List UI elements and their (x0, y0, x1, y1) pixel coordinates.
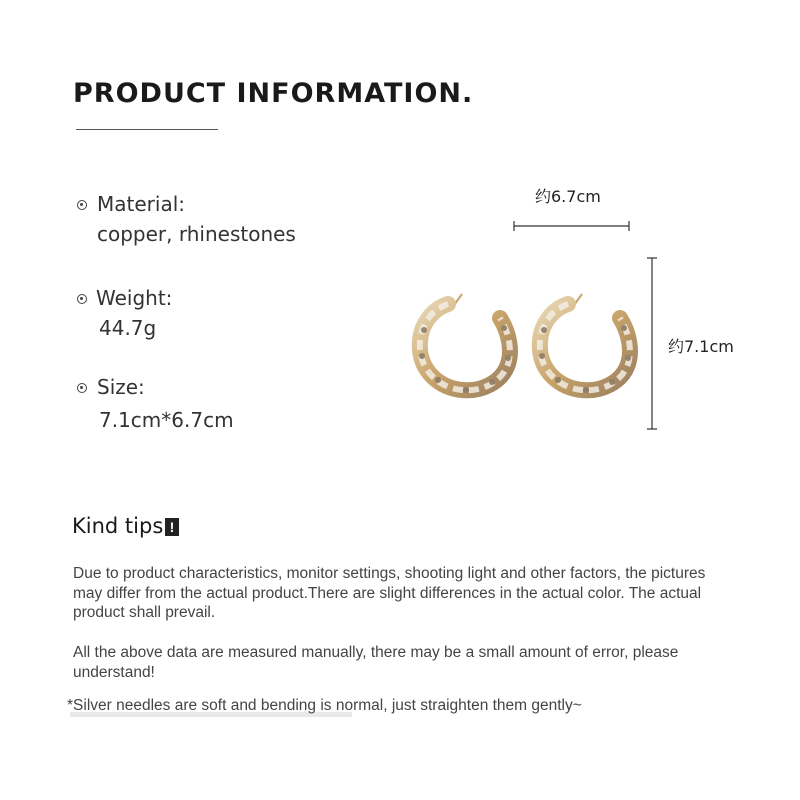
material-label: Material: (97, 192, 185, 216)
width-dimension-label: 约6.7cm (535, 187, 601, 206)
footnote: *Silver needles are soft and bending is normal, just straighten them gently~ (67, 697, 582, 714)
hoop-earrings-icon (400, 280, 640, 410)
weight-label: Weight: (96, 286, 173, 310)
weight-value: 44.7g (99, 316, 157, 340)
right-earring (539, 294, 631, 393)
material-value: copper, rhinestones (97, 222, 296, 246)
warning-icon: ! (165, 518, 179, 536)
kind-tips-title: Kind tips (72, 514, 164, 538)
size-label: Size: (97, 375, 145, 399)
size-value: 7.1cm*6.7cm (99, 408, 234, 432)
height-dimension-label: 约7.1cm (668, 337, 734, 356)
page-title: PRODUCT INFORMATION. (73, 78, 474, 109)
tips-paragraph-1: Due to product characteristics, monitor settings, shooting light and other factors, the pictures may differ from the actual product.There are slight differences in the actual color. The actual product shall prevail. (73, 565, 706, 621)
tips-paragraph-2: All the above data are measured manually, there may be a small amount of error, please understand! (73, 644, 679, 681)
left-earring (419, 294, 511, 393)
